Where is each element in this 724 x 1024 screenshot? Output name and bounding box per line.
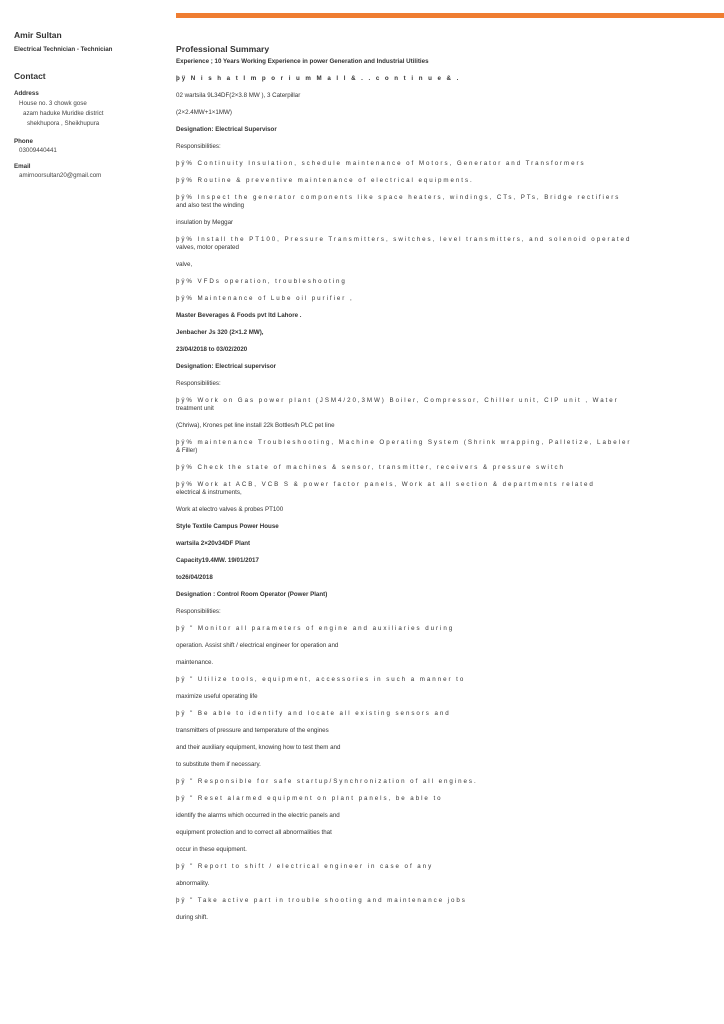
text-line: valve,	[176, 261, 193, 268]
bullet-item: þÿ " Take active part in trouble shooting and maintenance jobs	[176, 897, 467, 904]
text-line: identify the alarms which occurred in the electric panels and	[176, 812, 340, 819]
designation-line: Designation : Control Room Operator (Power Plant)	[176, 591, 328, 598]
bullet-item: þÿ% Install the PT100, Pressure Transmitters, switches, level transmitters, and solenoid operated	[176, 236, 632, 243]
bullet-item: þÿ " Responsible for safe startup/Synchronization of all engines.	[176, 778, 478, 785]
text-line: 02 wartsila 9L34DF(2×3.8 MW ), 3 Caterpillar	[176, 92, 301, 99]
text-line: occur in these equipment.	[176, 846, 247, 853]
bullet-item: þÿ " Be able to identify and locate all existing sensors and	[176, 710, 451, 717]
bullet-item: þÿ% Work at ACB, VCB S & power factor panels, Work at all section & departments related	[176, 481, 595, 488]
text-line: equipment protection and to correct all abnormalities that	[176, 829, 332, 836]
text-line: electrical & instruments,	[176, 489, 242, 496]
address-line: shekhupora , Sheikhupura	[27, 120, 100, 127]
address-line: azam haduke Muridke district	[23, 110, 104, 117]
main-content	[176, 44, 696, 931]
bullet-item: þÿ " Report to shift / electrical engineer in case of any	[176, 863, 434, 870]
bullet-item: þÿ% Work on Gas power plant (JSM4/20,3MW) Boiler, Compressor, Chiller unit, CIP unit , Water	[176, 397, 619, 404]
designation-line: Designation: Electrical supervisor	[176, 363, 277, 370]
candidate-name: Amir Sultan	[14, 30, 62, 40]
bullet-item: þÿ " Reset alarmed equipment on plant panels, be able to	[176, 795, 443, 802]
responsibilities-label: Responsibilities:	[176, 143, 221, 150]
phone-value: 03009440441	[19, 147, 57, 154]
text-line: (2×2.4MW+1×1MW)	[176, 109, 232, 116]
email-label: Email	[14, 163, 31, 170]
sidebar	[14, 30, 164, 179]
company-heading: þÿ N i s h a t I m p o r i u m M a l l & . . c o n t i n u e & .	[176, 75, 461, 82]
accent-bar	[176, 13, 724, 18]
text-line: transmitters of pressure and temperature of the engines	[176, 727, 329, 734]
text-line: maximize useful operating life	[176, 693, 258, 700]
bullet-item: þÿ% VFDs operation, troubleshooting	[176, 278, 347, 285]
plant-line: Jenbacher Js 320 (2×1.2 MW),	[176, 329, 264, 336]
text-line: valves, motor operated	[176, 244, 239, 251]
text-line: & Filler)	[176, 447, 198, 454]
bullet-item: þÿ " Utilize tools, equipment, accessories in such a manner to	[176, 676, 466, 683]
company-heading: Master Beverages & Foods pvt ltd Lahore .	[176, 312, 302, 319]
address-line: House no. 3 chowk gose	[19, 100, 87, 107]
text-line: abnormality.	[176, 880, 210, 887]
text-line: maintenance.	[176, 659, 214, 666]
bullet-item: þÿ% Routine & preventive maintenance of electrical equipments.	[176, 177, 474, 184]
text-line: (Chriwa), Krones pet line install 22k Bottles/h PLC pet line	[176, 422, 335, 429]
responsibilities-label: Responsibilities:	[176, 380, 221, 387]
plant-line: wartsila 2×20v34DF Plant	[176, 540, 251, 547]
contact-heading: Contact	[14, 71, 46, 81]
text-line: and also test the winding	[176, 202, 245, 209]
date-range: 23/04/2018 to 03/02/2020	[176, 346, 248, 353]
text-line: during shift.	[176, 914, 208, 921]
company-heading: Style Textile Campus Power House	[176, 523, 279, 530]
text-line: operation. Assist shift / electrical engineer for operation and	[176, 642, 339, 649]
designation-line: Designation: Electrical Supervisor	[176, 126, 277, 133]
bullet-item: þÿ% maintenance Troubleshooting, Machine Operating System (Shrink wrapping, Palletize, Labeler	[176, 439, 632, 446]
email-value: amirnoorsultan20@gmail.com	[19, 172, 102, 179]
responsibilities-label: Responsibilities:	[176, 608, 221, 615]
text-line: Work at electro valves & probes PT100	[176, 506, 284, 513]
text-line: to substitute them if necessary.	[176, 761, 261, 768]
text-line: treatment unit	[176, 405, 214, 412]
summary-heading: Professional Summary	[176, 44, 270, 54]
candidate-title: Electrical Technician - Technician	[14, 46, 113, 53]
date-range: Capacity19.4MW. 19/01/2017	[176, 557, 259, 564]
bullet-item: þÿ% Continuity Insulation, schedule maintenance of Motors, Generator and Transformers	[176, 160, 586, 167]
address-label: Address	[14, 90, 39, 97]
bullet-item: þÿ% Inspect the generator components like space heaters, windings, CTs, PTs, Bridge rectifiers	[176, 194, 621, 201]
text-line: insulation by Meggar	[176, 219, 234, 226]
date-range: to26/04/2018	[176, 574, 213, 581]
text-line: and their auxiliary equipment, knowing how to test them and	[176, 744, 341, 751]
bullet-item: þÿ% Check the state of machines & sensor, transmitter, receivers & pressure switch	[176, 464, 565, 471]
bullet-item: þÿ " Monitor all parameters of engine and auxiliaries during	[176, 625, 455, 632]
bullet-item: þÿ% Maintenance of Lube oil purifier ,	[176, 295, 354, 302]
phone-label: Phone	[14, 138, 33, 145]
address-block	[14, 99, 164, 129]
experience-line: Experience ; 10 Years Working Experience in power Generation and Industrial Utilities	[176, 58, 429, 65]
